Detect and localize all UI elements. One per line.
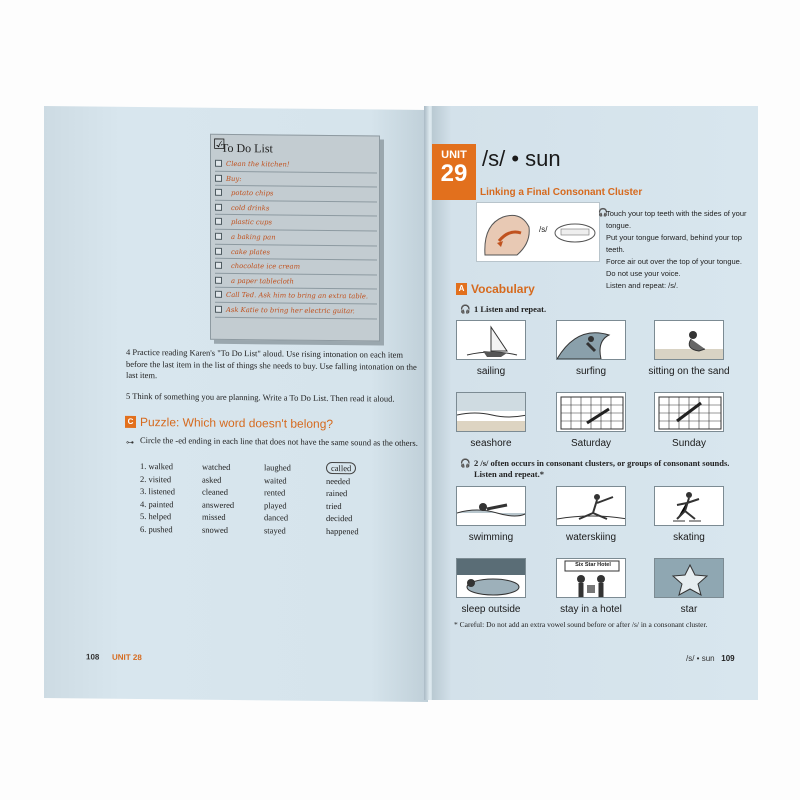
puzzle-word: missed: [202, 511, 226, 522]
instruction-line: Do not use your voice.: [606, 269, 681, 278]
puzzle-word: played: [264, 499, 287, 511]
vocab-item: [450, 558, 532, 615]
vocab-item: [648, 558, 730, 615]
vocab-label: waterskiing: [565, 532, 617, 543]
todo-title: To Do List: [221, 140, 273, 156]
vocab-picture: [654, 558, 724, 598]
mouth-diagram: [476, 202, 600, 262]
puzzle-word: 6. pushed: [140, 523, 173, 534]
checkbox-icon: [215, 189, 222, 196]
vocab-label: swimming: [468, 532, 514, 543]
checkbox-icon: [215, 306, 222, 313]
checkbox-icon: [215, 160, 222, 167]
todo-item-text: Ask Katie to bring her electric guitar.: [226, 305, 355, 316]
vocab-picture: [654, 486, 724, 526]
checkbox-icon: [215, 233, 222, 240]
vocab-item: [450, 486, 532, 543]
section-a-badge: A: [456, 283, 467, 295]
headphones-icon: 🎧: [598, 208, 608, 217]
vocab-label: sleep outside: [461, 604, 521, 615]
todo-item-text: a paper tablecloth: [231, 276, 294, 286]
exercise-2: 2 /s/ often occurs in consonant clusters, or groups of consonant sounds. Listen and repeat.*: [474, 458, 730, 479]
checkbox-icon: [215, 277, 222, 284]
puzzle-word: stayed: [264, 524, 286, 536]
checkbox-icon: [215, 247, 222, 254]
page-number-right: 109: [721, 654, 735, 663]
vocab-item: [450, 320, 532, 377]
vocab-item: [550, 392, 632, 449]
todo-item: [215, 157, 377, 173]
right-footer: [686, 654, 735, 663]
phoneme-symbol: /s/: [539, 225, 548, 234]
todo-list-card: [210, 134, 380, 342]
page-number-left: 108: [86, 652, 100, 662]
todo-item: [215, 171, 377, 187]
checkbox-icon: [215, 218, 222, 225]
checkbox-icon: [215, 291, 222, 298]
unit-badge: [432, 144, 476, 200]
instruction-line: Touch your top teeth with the sides of your tongue.: [606, 209, 747, 230]
todo-item: [215, 201, 377, 217]
puzzle-word: cleaned: [202, 486, 228, 497]
puzzle-instruction: Circle the -ed ending in each line that does not have the same sound as the others.: [140, 434, 418, 448]
vocab-picture: [456, 392, 526, 432]
vocab-picture: [556, 486, 626, 526]
todo-item-text: a baking pan: [231, 232, 276, 242]
vocab-picture: [654, 320, 724, 360]
vocab-label: sailing: [476, 366, 506, 377]
hotel-sign: Six Star Hotel: [575, 562, 611, 568]
checkbox-icon: [215, 262, 222, 269]
todo-item: [215, 274, 377, 290]
articulation-instructions: [606, 208, 756, 292]
instruction-line: Put your tongue forward, behind your top teeth.: [606, 233, 742, 254]
instruction-line: Force air out over the top of your tongue.: [606, 257, 742, 266]
vocab-picture: [654, 392, 724, 432]
puzzle-word: rained: [326, 487, 348, 499]
vocab-label: star: [680, 604, 698, 615]
unit-title: /s/ • sun: [482, 146, 561, 171]
unit-word: UNIT: [441, 149, 467, 161]
puzzle-word: laughed: [264, 462, 291, 473]
todo-item: [215, 259, 377, 275]
vocab-label: Sunday: [672, 438, 706, 449]
puzzle-word: decided: [326, 512, 353, 524]
puzzle-word: asked: [202, 474, 222, 485]
puzzle-word: happened: [326, 525, 359, 536]
todo-item: [215, 244, 377, 260]
puzzle-word: waited: [264, 474, 287, 486]
headphones-icon: 🎧: [460, 458, 471, 468]
todo-item: [215, 215, 377, 231]
todo-item-text: Buy:: [226, 174, 242, 183]
section-a-header: [456, 282, 535, 296]
puzzle-word: answered: [202, 499, 235, 510]
vocab-item: [550, 558, 632, 615]
puzzle-word: needed: [326, 475, 351, 486]
vocab-label: surfing: [575, 366, 606, 377]
vocab-label: sitting on the sand: [648, 366, 730, 377]
puzzle-table: [140, 461, 380, 538]
puzzle-word: tried: [326, 500, 342, 511]
todo-item-text: plastic cups: [231, 218, 272, 227]
section-c-badge: C: [125, 416, 136, 428]
todo-item-text: chocolate ice cream: [231, 262, 301, 271]
vocab-label: seashore: [470, 438, 512, 449]
todo-item: [215, 288, 377, 304]
todo-item-text: cold drinks: [231, 203, 270, 213]
unit-number: 29: [440, 160, 468, 187]
vocab-picture: [556, 392, 626, 432]
todo-item-text: potato chips: [231, 189, 274, 198]
right-page: [432, 106, 758, 700]
vocab-item: [648, 320, 730, 377]
vocab-item: [450, 392, 532, 449]
puzzle-word: 5. helped: [140, 510, 172, 522]
puzzle-word: called: [326, 463, 388, 475]
vocab-picture: [456, 320, 526, 360]
checkbox-icon: [215, 174, 222, 181]
headphones-icon: 🎧: [460, 304, 471, 314]
careful-note: * Careful: Do not add an extra vowel sound before or after /s/ in a consonant cluster.: [454, 620, 708, 629]
section-a-title: Vocabulary: [471, 282, 535, 296]
instruction-line: Listen and repeat: /s/.: [606, 281, 679, 290]
check-icon: ☑: [213, 135, 226, 152]
todo-item: [215, 186, 377, 202]
puzzle-word: rented: [264, 487, 286, 498]
vocab-label: skating: [673, 532, 705, 543]
vocab-item: [648, 486, 730, 543]
todo-items: [215, 157, 377, 319]
exercise-5: 5 Think of something you are planning. Write a To Do List. Then read it aloud.: [126, 390, 395, 404]
vocab-picture: [556, 558, 626, 598]
todo-item-text: cake plates: [231, 247, 270, 256]
vocab-item: [550, 486, 632, 543]
footer-unit-left: UNIT 28: [112, 652, 142, 663]
key-icon: ⊶: [126, 437, 134, 447]
puzzle-word: watched: [202, 461, 231, 472]
puzzle-word: 1. walked: [140, 460, 174, 472]
exercise-1: 1 Listen and repeat.: [474, 304, 547, 314]
todo-item-text: Call Ted. Ask him to bring an extra table.: [226, 291, 369, 301]
section-c-title: Puzzle: Which word doesn't belong?: [140, 414, 334, 432]
puzzle-word: 4. painted: [140, 498, 174, 509]
todo-item-text: Clean the kitchen!: [226, 159, 290, 169]
vocab-item: [550, 320, 632, 377]
section-c-header: [125, 415, 333, 431]
vocab-picture: [556, 320, 626, 360]
checkbox-icon: [215, 204, 222, 211]
todo-item: [215, 303, 377, 319]
todo-item: [215, 230, 377, 246]
vocab-picture: [456, 486, 526, 526]
puzzle-word: 2. visited: [140, 473, 172, 484]
footer-label-right: /s/ • sun: [686, 654, 715, 663]
puzzle-word: snowed: [202, 524, 228, 535]
exercise-4: 4 Practice reading Karen's "To Do List" aloud. Use rising intonation on each item before the last item in the list of things she needs to buy. Use falling intonation on the last item.: [126, 346, 417, 381]
vocab-picture: [456, 558, 526, 598]
vocab-item: [648, 392, 730, 449]
left-page: [44, 106, 428, 702]
vocab-label: stay in a hotel: [560, 604, 622, 615]
puzzle-word: danced: [264, 512, 289, 523]
unit-subtitle: Linking a Final Consonant Cluster: [480, 187, 643, 198]
puzzle-word: 3. listened: [140, 485, 175, 497]
vocab-label: Saturday: [570, 438, 612, 449]
